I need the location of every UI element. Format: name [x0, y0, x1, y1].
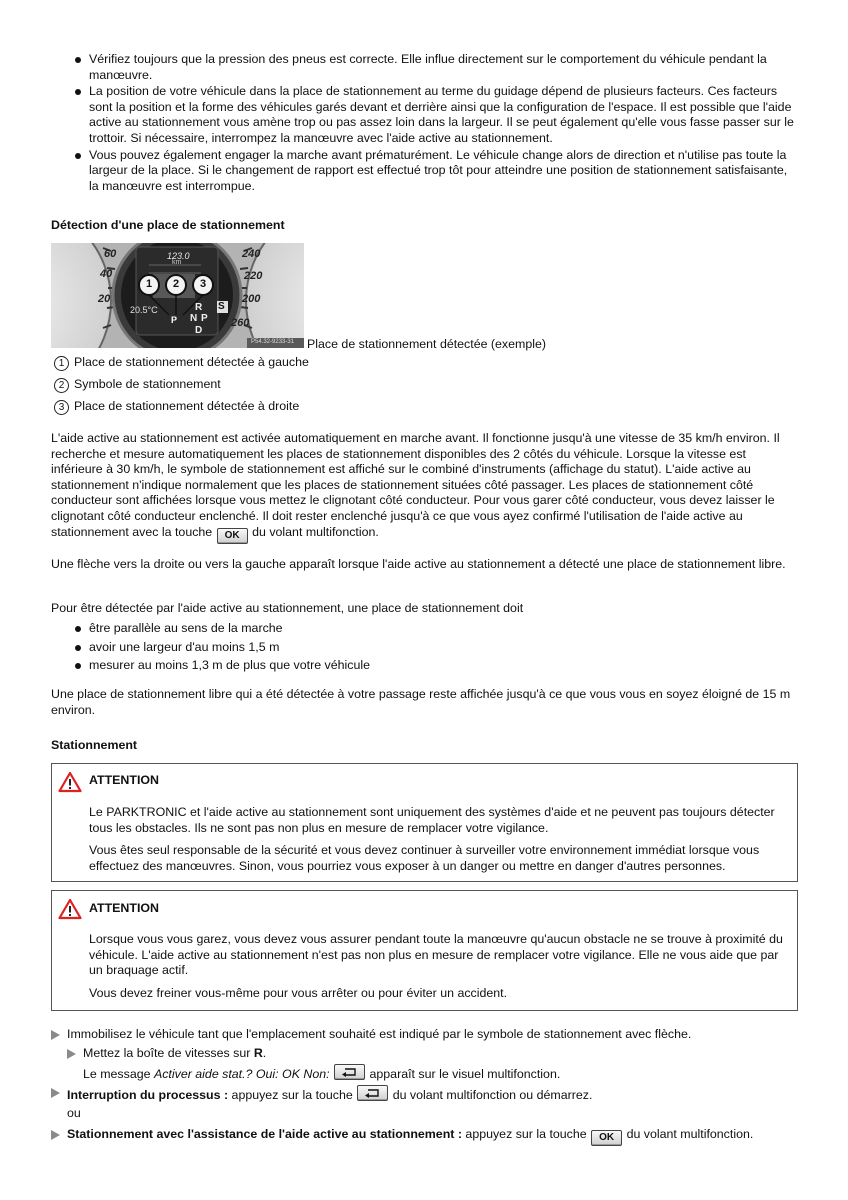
legend-text: Place de stationnement détectée à gauche	[74, 355, 309, 369]
speed-label-right-1: 220	[244, 270, 263, 282]
instrument-cluster-figure	[51, 243, 304, 348]
legend-text: Symbole de stationnement	[74, 377, 221, 391]
message-suffix: apparaît sur le visuel multifonction.	[369, 1067, 561, 1081]
warning-title: ATTENTION	[89, 901, 159, 915]
interrupt-label: Interruption du processus :	[67, 1088, 229, 1102]
section-heading-detection: Détection d'une place de stationnement	[51, 218, 285, 232]
step-text: appuyez sur la touche	[465, 1127, 587, 1141]
intro-bullet-list	[72, 52, 800, 194]
paragraph-arrow: Une flèche vers la droite ou vers la gauche apparaît lorsque l'aide active au stationnement a détecté une place de stationnement libre.	[51, 557, 786, 571]
warning-text: Lorsque vous vous garez, vous devez vous assurer pendant toute la manœuvre qu'aucun obstacle ne se trouve à proximité du véhicule. L'aide active au stationnement n'est pas non plus en mesure de remplacer votre vigilance. Elle ne vous aide que par un braquage actif.	[89, 932, 783, 978]
intro-bullet: Vérifiez toujours que la pression des pneus est correcte. Elle influe directement sur le comportement du véhicule pendant la manœuvre.	[72, 52, 800, 83]
odometer-unit: km	[172, 259, 182, 266]
legend-item	[54, 377, 221, 393]
legend-number: 1	[54, 356, 69, 371]
back-key-icon	[334, 1064, 365, 1080]
step-arrow-icon	[51, 1088, 60, 1098]
step-park	[51, 1127, 811, 1146]
requirement-item: mesurer au moins 1,3 m de plus que votre véhicule	[72, 658, 772, 674]
message-italic: Activer aide stat.? Oui: OK Non:	[153, 1067, 330, 1081]
requirement-item: avoir une largeur d'au moins 1,5 m	[72, 640, 772, 656]
section-heading-parking: Stationnement	[51, 738, 138, 752]
step-text: du volant multifonction ou démarrez.	[392, 1088, 593, 1102]
step-text: appuyez sur la touche	[231, 1088, 353, 1102]
warning-text: Vous devez freiner vous-même pour vous arrêter ou pour éviter un accident.	[89, 986, 508, 1000]
legend-text: Place de stationnement détectée à droite	[74, 399, 300, 413]
step-text: Mettez la boîte de vitesses sur	[83, 1046, 251, 1060]
paragraph-text: L'aide active au stationnement est activée automatiquement en marche avant. Il fonctionne jusqu'à une vitesse de 35 km/h environ. Il recherche et mesure automatiquement les places de stationnement disponibles des 2 côtés du véhicule. Lorsque la vitesse est inférieure à 30 km/h, le symbole de stationnement est affiché sur le combiné d'instruments (affichage du statut). L'aide active au stationnement n'indique normalement que les places de stationnement situées côté passager. Les places de stationnement côté conducteur sont affichées lorsque vous mettez le clignotant côté conducteur. Pour vous garer côté conducteur, vous devez laisser le clignotant côté conducteur enclenché. Il doit rester enclenché jusqu'à ce que vous ayez confirmé l'utilisation de l'aide active au stationnement avec la touche	[51, 431, 780, 539]
requirement-item: être parallèle au sens de la marche	[72, 621, 772, 637]
warning-box-2	[51, 890, 798, 1011]
figure-caption: Place de stationnement détectée (exemple)	[307, 337, 547, 351]
ok-key-icon: OK	[591, 1130, 622, 1146]
gear-r-label: R	[253, 1046, 263, 1060]
warning-triangle-icon	[58, 898, 82, 925]
s-mode-label: S	[218, 301, 225, 312]
paragraph-display-duration: Une place de stationnement libre qui a été détectée à votre passage reste affichée jusqu'à ce que vous vous en soyez éloigné de 15 m environ.	[51, 687, 791, 717]
callout-1: 1	[145, 278, 153, 290]
back-key-icon	[357, 1085, 388, 1101]
callout-3: 3	[199, 278, 207, 290]
legend-item	[54, 355, 309, 371]
gear-r: R	[195, 302, 203, 313]
speed-label-right-3: 260	[231, 317, 250, 329]
figure-code: P54.32-9233-31	[251, 339, 295, 345]
step-immobilize	[51, 1027, 801, 1043]
paragraph-activation	[51, 431, 800, 544]
legend-item	[54, 399, 299, 415]
step-arrow-icon	[51, 1130, 60, 1140]
message-prefix: Le message	[83, 1067, 151, 1081]
paragraph-text: du volant multifonction.	[252, 524, 379, 539]
parking-symbol-p: P	[171, 315, 178, 325]
paragraph-requirements-intro: Pour être détectée par l'aide active au stationnement, une place de stationnement doit	[51, 601, 524, 615]
requirements-list	[72, 621, 772, 674]
or-label: ou	[67, 1106, 81, 1120]
warning-text: Vous êtes seul responsable de la sécurité et vous devez continuer à surveiller votre environnement immédiat lorsque vous effectuez des manœuvres. Sinon, vous pourriez vous exposer à un danger ou mettre en danger d'autres personnes.	[89, 843, 760, 873]
gear-p: P	[201, 313, 208, 324]
warning-box-1	[51, 763, 798, 882]
step-interrupt	[51, 1085, 801, 1104]
odometer-readout: 123.0	[167, 251, 190, 261]
warning-text: Le PARKTRONIC et l'aide active au stationnement sont uniquement des systèmes d'aide et ne peuvent pas toujours détecter tous les obstacles. Ils ne sont pas non plus en mesure de remplacer votre vigilance.	[89, 805, 775, 835]
step-text: Immobilisez le véhicule tant que l'emplacement souhaité est indiqué par le symbole de stationnement avec flèche.	[67, 1027, 692, 1041]
message-line	[83, 1064, 783, 1083]
temperature-readout: 20.5°C	[130, 305, 158, 315]
gear-n: N	[190, 313, 198, 324]
step-text: du volant multifonction.	[626, 1127, 754, 1141]
step-gear-r: Mettez la boîte de vitesses sur R.	[67, 1046, 767, 1062]
intro-bullet: Vous pouvez également engager la marche avant prématurément. Le véhicule change alors de direction et n'utilise pas toute la largeur de la place. Si le changement de rapport est effectué trop tôt pour atteindre une position de stationnement satisfaisante, la manœuvre est interrompue.	[72, 148, 800, 195]
speed-label-left-2: 20	[98, 293, 111, 305]
step-arrow-icon	[51, 1030, 60, 1040]
step-arrow-icon	[67, 1049, 76, 1059]
callout-2: 2	[172, 278, 180, 290]
gear-d: D	[195, 325, 203, 336]
park-label: Stationnement avec l'assistance de l'aide active au stationnement :	[67, 1127, 462, 1141]
legend-number: 2	[54, 378, 69, 393]
ok-key-icon: OK	[217, 528, 248, 544]
speed-label-left-0: 60	[104, 248, 117, 260]
intro-bullet: La position de votre véhicule dans la place de stationnement au terme du guidage dépend de plusieurs facteurs. Ces facteurs sont la position et la forme des véhicules garés devant et derrière ainsi que la configuration de l'espace. Il est possible que l'aide active au stationnement vous amène trop ou pas assez loin dans la largeur. Il se peut également qu'elle vous fasse passer sur le trottoir. Si nécessaire, interrompez la manœuvre avec l'aide active au stationnement.	[72, 84, 800, 146]
speed-label-left-1: 40	[100, 268, 113, 280]
speed-label-right-2: 200	[242, 293, 261, 305]
warning-title: ATTENTION	[89, 773, 159, 787]
warning-triangle-icon	[58, 771, 82, 798]
legend-number: 3	[54, 400, 69, 415]
speed-label-right-0: 240	[242, 248, 261, 260]
